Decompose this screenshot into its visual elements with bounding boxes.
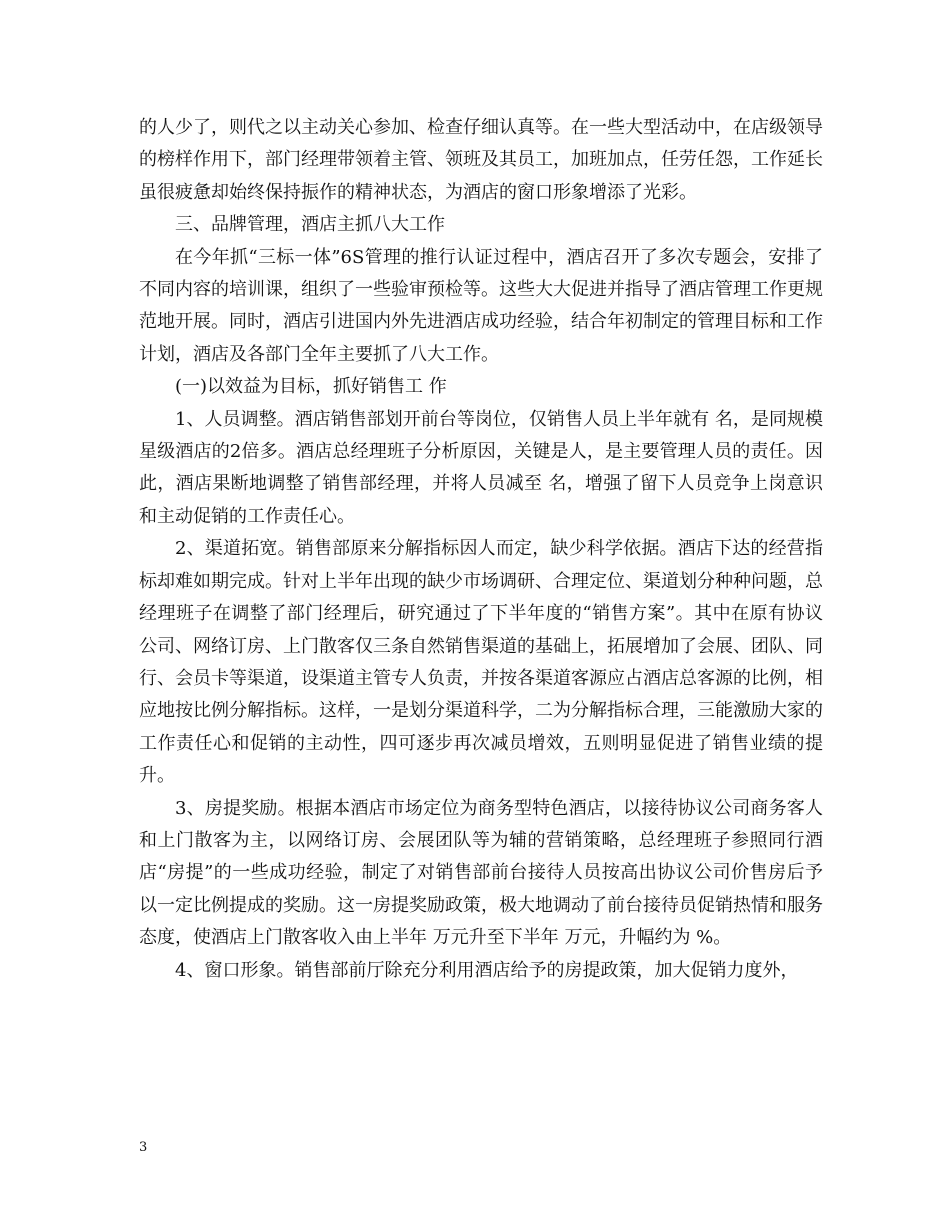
paragraph-staff-adjustment: 1、人员调整。酒店销售部划开前台等岗位，仅销售人员上半年就有 名，是同规模星级酒店的2倍多。酒店总经理班子分析原因，关键是人，是主要管理人员的责任。因此，酒店果断地调整了销售部经理，并将人员减至 名，增强了留下人员竞争上岗意识和主动促销的工作责任心。: [139, 408, 823, 527]
subsection-heading-sales: (一)以效益为目标，抓好销售工 作: [175, 376, 447, 398]
paragraph-room-commission: 3、房提奖励。根据本酒店市场定位为商务型特色酒店，以接待协议公司商务客人和上门散客为主，以网络订房、会展团队等为辅的营销策略，总经理班子参照同行酒店“房提”的一些成功经验，制定了对销售部前台接待人员按高出协议公司价售房后予以一定比例提成的奖励。这一房提奖励政策，极大地调动了前台接待员促销热情和服务态度，使酒店上门散客收入由上半年 万元升至下半年 万元，升幅约为 %。: [139, 797, 823, 949]
page-number: 3: [139, 1140, 148, 1155]
section-heading-brand-management: 三、品牌管理，酒店主抓八大工作: [175, 214, 445, 236]
paragraph-window-image: 4、窗口形象。销售部前厅除充分利用酒店给予的房提政策，加大促销力度外，: [175, 959, 799, 981]
paragraph-1: 的人少了，则代之以主动关心参加、检查仔细认真等。在一些大型活动中，在店级领导的榜样作用下，部门经理带领着主管、领班及其员工，加班加点，任劳任怨，工作延长虽很疲惫却始终保持振作的精神状态，为酒店的窗口形象增添了光彩。: [139, 117, 823, 203]
paragraph-channel-expansion: 2、渠道拓宽。销售部原来分解指标因人而定，缺少科学依据。酒店下达的经营指标却难如期完成。针对上半年出现的缺少市场调研、合理定位、渠道划分种种问题，总经理班子在调整了部门经理后，研究通过了下半年度的“销售方案”。其中在原有协议公司、网络订房、上门散客仅三条自然销售渠道的基础上，拓展增加了会展、团队、同行、会员卡等渠道，设渠道主管专人负责，并按各渠道客源应占酒店总客源的比例，相应地按比例分解指标。这样，一是划分渠道科学，二为分解指标合理，三能激励大家的工作责任心和促销的主动性，四可逐步再次减员增效，五则明显促进了销售业绩的提升。: [139, 538, 823, 787]
paragraph-3: 在今年抓“三标一体”6S管理的推行认证过程中，酒店召开了多次专题会，安排了不同内容的培训课，组织了一些验审预检等。这些大大促进并指导了酒店管理工作更规范地开展。同时，酒店引进国内外先进酒店成功经验，结合年初制定的管理目标和工作计划，酒店及各部门全年主要抓了八大工作。: [139, 246, 823, 365]
document-body: [139, 112, 823, 987]
